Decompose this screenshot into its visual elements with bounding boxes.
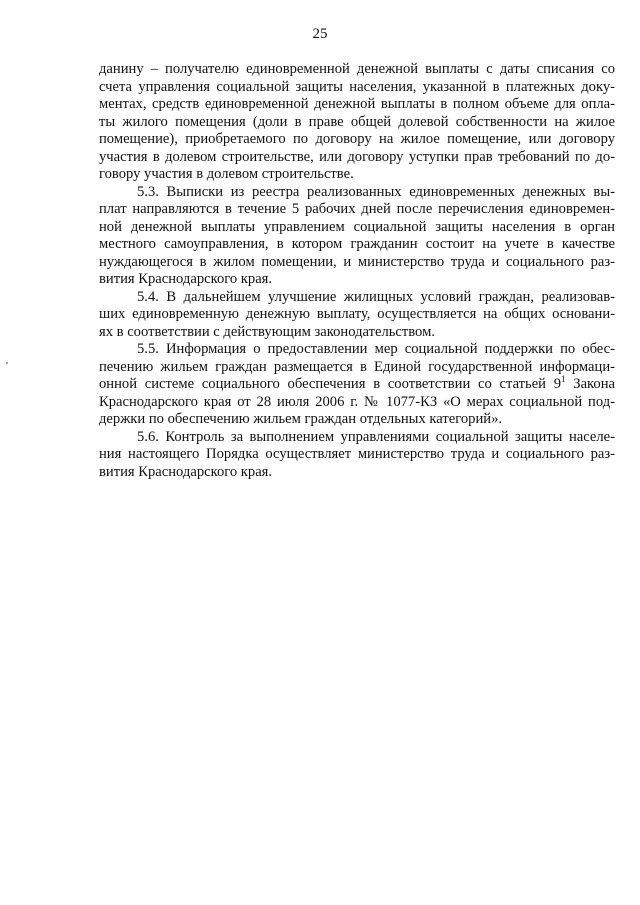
text-line: печению жильем граждан размещается в Единой государственной информаци-: [99, 358, 615, 375]
article-superscript: 1: [561, 374, 566, 385]
text-line: нуждающегося в жилом помещении, и министерство труда и социального раз-: [99, 253, 615, 270]
paragraph-5-3-line: 5.3. Выписки из реестра реализованных единовременных денежных вы-: [137, 183, 615, 200]
document-body: [99, 61, 615, 481]
text-line: ной денежной выплаты управлением социальной защиты населения в орган: [99, 218, 615, 235]
text-line: ментах, средств единовременной денежной выплаты в полном объеме для опла-: [99, 96, 615, 112]
text-line: держки по обеспечению жильем граждан отдельных категорий».: [99, 411, 503, 427]
text-line: вития Краснодарского края.: [99, 463, 273, 480]
text-segment: Закона: [565, 376, 615, 392]
text-line: вития Краснодарского края.: [99, 271, 273, 287]
text-line: данину – получателю единовременной денежной выплаты с даты списания со: [99, 61, 615, 77]
text-line: плат направляются в течение 5 рабочих дней после перечисления единовремен-: [99, 201, 615, 217]
text-line: ты жилого помещения (доли в праве общей долевой собственности на жилое: [99, 113, 615, 130]
text-line: помещение), приобретаемого по договору на жилое помещение, или договору: [99, 131, 615, 147]
paragraph-5-4-line: 5.4. В дальнейшем улучшение жилищных условий граждан, реализовав-: [137, 288, 615, 305]
text-line: Краснодарского края от 28 июля 2006 г. № 1077-КЗ «О мерах социальной под-: [99, 393, 615, 410]
paragraph-5-5-line: 5.5. Информация о предоставлении мер социальной поддержки по обес-: [137, 341, 615, 357]
margin-dot: [6, 362, 8, 364]
text-line: ях в соответствии с действующим законодательством.: [99, 323, 435, 340]
text-line: говору участия в долевом строительстве.: [99, 166, 354, 182]
text-segment: онной системе социального обеспечения в соответствии со статьей 9: [99, 376, 562, 392]
text-line-with-superscript: [99, 376, 615, 394]
page-number: 25: [312, 26, 328, 42]
text-line: местного самоуправления, в котором гражданин состоит на учете в качестве: [99, 236, 615, 252]
text-line: участия в долевом строительстве, или договору уступки прав требований по до-: [99, 148, 615, 165]
paragraph-5-6-line: 5.6. Контроль за выполнением управлениями социальной защиты населе-: [137, 428, 615, 445]
text-line: ния настоящего Порядка осуществляет министерство труда и социального раз-: [99, 446, 615, 462]
text-line: ших единовременную денежную выплату, осуществляется на общих основани-: [99, 306, 615, 322]
text-line: счета управления социальной защиты населения, указанной в платежных доку-: [99, 78, 615, 95]
